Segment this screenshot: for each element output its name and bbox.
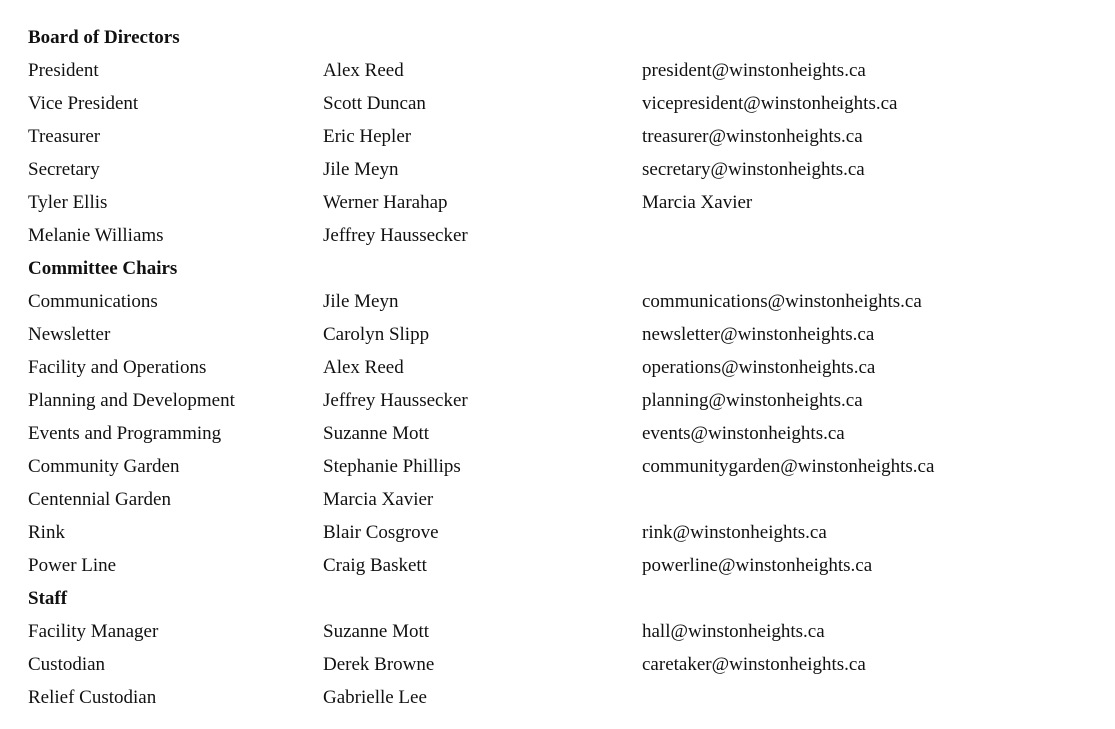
directory-row <box>28 450 1088 483</box>
email-cell: events@winstonheights.ca <box>642 422 845 444</box>
person-cell: Werner Harahap <box>323 191 448 213</box>
role-cell: Vice President <box>28 92 139 114</box>
role-cell: Facility and Operations <box>28 356 207 378</box>
role-cell: Secretary <box>28 158 100 180</box>
email-cell: rink@winstonheights.ca <box>642 521 827 543</box>
directory-row <box>28 681 1088 714</box>
role-cell: Planning and Development <box>28 389 235 411</box>
directory-row <box>28 648 1088 681</box>
section-heading <box>28 21 1088 54</box>
section-heading-text: Committee Chairs <box>28 257 178 279</box>
section-heading-text: Board of Directors <box>28 26 180 48</box>
contact-directory <box>28 21 1088 714</box>
section-heading <box>28 582 1088 615</box>
person-cell: Gabrielle Lee <box>323 686 427 708</box>
role-cell: Power Line <box>28 554 117 576</box>
section-heading-text: Staff <box>28 587 68 609</box>
person-cell: Suzanne Mott <box>323 422 430 444</box>
person-cell: Alex Reed <box>323 356 404 378</box>
directory-row <box>28 153 1088 186</box>
person-cell: Craig Baskett <box>323 554 427 576</box>
email-cell: hall@winstonheights.ca <box>642 620 825 642</box>
email-cell: newsletter@winstonheights.ca <box>642 323 875 345</box>
email-cell: treasurer@winstonheights.ca <box>642 125 863 147</box>
directory-row <box>28 351 1088 384</box>
directory-row <box>28 318 1088 351</box>
email-cell: vicepresident@winstonheights.ca <box>642 92 898 114</box>
role-cell: Melanie Williams <box>28 224 164 246</box>
directory-row <box>28 549 1088 582</box>
directory-row <box>28 285 1088 318</box>
person-cell: Jile Meyn <box>323 158 399 180</box>
person-cell: Stephanie Phillips <box>323 455 461 477</box>
person-cell: Blair Cosgrove <box>323 521 439 543</box>
directory-row <box>28 186 1088 219</box>
directory-row <box>28 516 1088 549</box>
person-cell: Jeffrey Haussecker <box>323 224 468 246</box>
directory-row <box>28 120 1088 153</box>
directory-row <box>28 54 1088 87</box>
person-cell: Eric Hepler <box>323 125 412 147</box>
email-cell: president@winstonheights.ca <box>642 59 866 81</box>
role-cell: Treasurer <box>28 125 101 147</box>
directory-row <box>28 384 1088 417</box>
person-cell: Suzanne Mott <box>323 620 430 642</box>
role-cell: Rink <box>28 521 65 543</box>
person-cell: Carolyn Slipp <box>323 323 430 345</box>
role-cell: Events and Programming <box>28 422 222 444</box>
email-cell: secretary@winstonheights.ca <box>642 158 865 180</box>
email-cell: powerline@winstonheights.ca <box>642 554 873 576</box>
person-cell: Jile Meyn <box>323 290 399 312</box>
email-cell: communications@winstonheights.ca <box>642 290 922 312</box>
role-cell: Facility Manager <box>28 620 159 642</box>
directory-row <box>28 219 1088 252</box>
role-cell: Relief Custodian <box>28 686 157 708</box>
person-cell: Scott Duncan <box>323 92 426 114</box>
role-cell: Tyler Ellis <box>28 191 108 213</box>
email-cell: Marcia Xavier <box>642 191 753 213</box>
person-cell: Jeffrey Haussecker <box>323 389 468 411</box>
person-cell: Alex Reed <box>323 59 404 81</box>
role-cell: President <box>28 59 99 81</box>
directory-row <box>28 87 1088 120</box>
email-cell: operations@winstonheights.ca <box>642 356 876 378</box>
role-cell: Custodian <box>28 653 106 675</box>
role-cell: Newsletter <box>28 323 111 345</box>
directory-row <box>28 483 1088 516</box>
role-cell: Communications <box>28 290 158 312</box>
email-cell: caretaker@winstonheights.ca <box>642 653 866 675</box>
directory-row <box>28 417 1088 450</box>
email-cell: communitygarden@winstonheights.ca <box>642 455 935 477</box>
directory-row <box>28 615 1088 648</box>
email-cell: planning@winstonheights.ca <box>642 389 863 411</box>
person-cell: Derek Browne <box>323 653 435 675</box>
person-cell: Marcia Xavier <box>323 488 434 510</box>
role-cell: Centennial Garden <box>28 488 171 510</box>
role-cell: Community Garden <box>28 455 180 477</box>
section-heading <box>28 252 1088 285</box>
